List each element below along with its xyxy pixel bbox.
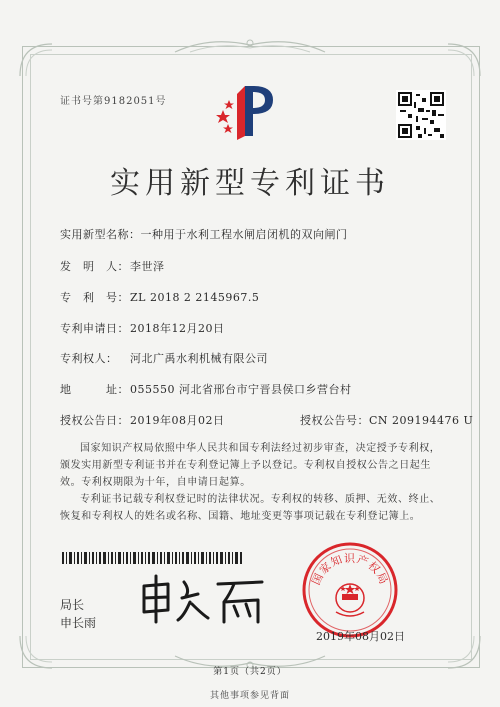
barcode-icon — [62, 552, 242, 564]
field-label: 授权公告日： — [60, 414, 129, 427]
footer-note: 其他事项参见背面 — [209, 691, 290, 701]
utility-model-name: 一种用于水利工程水闸启闭机的双向闸门 — [140, 228, 348, 241]
svg-text:国家知识产权局 — [309, 552, 390, 587]
director-name: 申长雨 — [60, 616, 97, 630]
field-label: 专利申请日： — [60, 322, 129, 335]
utility-model-row — [60, 226, 348, 242]
patent-number-row — [60, 289, 259, 305]
publication-number-row — [300, 412, 473, 428]
corner-ornament-icon — [16, 40, 56, 80]
top-ornament-icon — [170, 34, 330, 56]
certificate-title: 实用新型专利证书 — [110, 166, 390, 201]
seal-text: 国家知识产权局 — [309, 552, 391, 587]
patent-number: ZL 2018 2 2145967.5 — [130, 291, 260, 304]
patent-holder: 河北广禹水利机械有限公司 — [130, 352, 268, 365]
address: 055550 河北省邢台市宁晋县侯口乡营台村 — [130, 383, 352, 396]
director-title: 局长 — [60, 598, 85, 612]
seal-date: 2019年08月02日 — [316, 630, 405, 643]
publication-date-row — [60, 412, 225, 428]
address-row — [60, 381, 352, 397]
field-label: 专 利 号： — [60, 291, 129, 304]
publication-date: 2019年08月02日 — [130, 414, 225, 427]
application-date: 2018年12月20日 — [130, 322, 225, 335]
application-date-row — [60, 320, 225, 336]
certificate-number: 证书号第9182051号 — [60, 96, 167, 107]
signature-icon — [138, 572, 268, 628]
publication-number: CN 209194476 U — [369, 414, 474, 427]
patent-holder-row — [60, 350, 268, 366]
grant-statement: 国家知识产权局依照中华人民共和国专利法经过初步审查，决定授予专利权，颁发实用新型专利证书并在专利登记簿上予以登记。专利权自授权公告之日起生效。专利权期限为十年，自申请日起算。 — [60, 443, 441, 488]
inventor-name: 李世泽 — [130, 260, 165, 273]
corner-ornament-icon — [444, 40, 484, 80]
field-label: 授权公告号： — [300, 414, 369, 427]
cnipa-logo-icon — [215, 80, 285, 146]
field-label: 发 明 人： — [60, 260, 129, 273]
inventor-row — [60, 258, 165, 274]
page-indicator: 第1页（共2页） — [213, 667, 287, 677]
qr-code-icon — [396, 90, 446, 140]
field-label: 地 址： — [60, 383, 129, 396]
legal-status-statement: 专利证书记载专利权登记时的法律状况。专利权的转移、质押、无效、终止、恢复和专利权人的姓名或名称、国籍、地址变更等事项记载在专利登记簿上。 — [60, 494, 441, 522]
field-label: 实用新型名称： — [60, 228, 141, 241]
field-label: 专利权人： — [60, 352, 118, 365]
official-seal-icon — [300, 540, 400, 640]
